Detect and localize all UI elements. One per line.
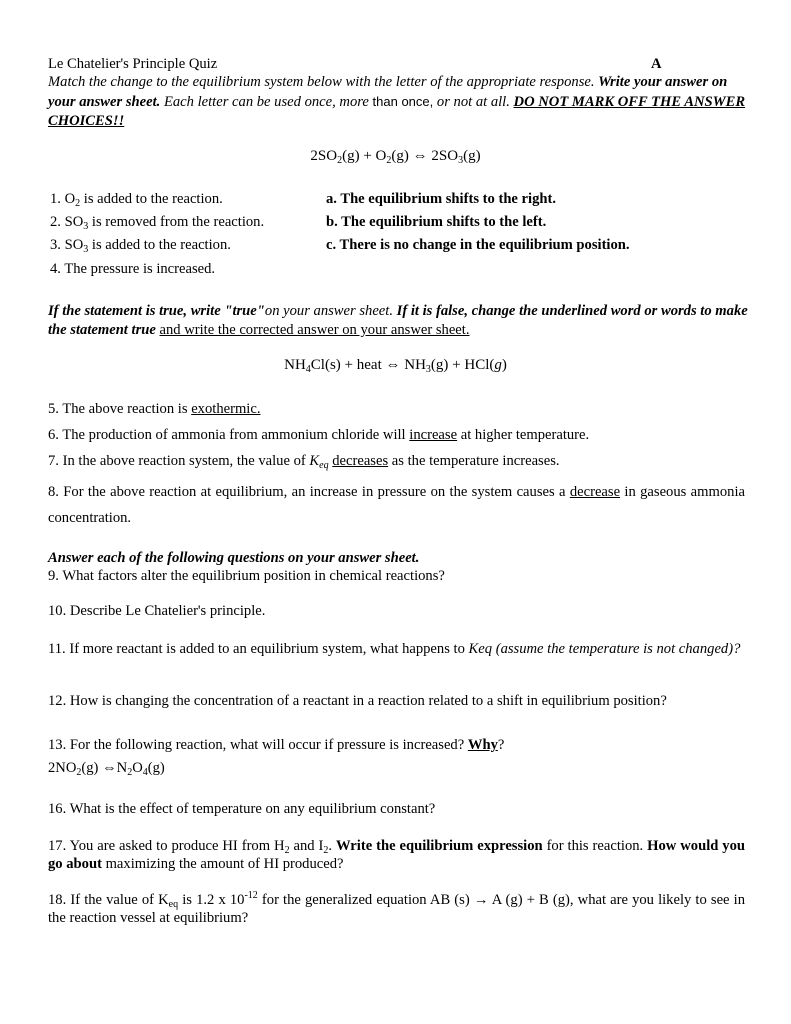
choice-a: a. The equilibrium shifts to the right. [326,191,557,207]
question-17: 17. You are asked to produce HI from $H_2$ and $I_2$. Write the equilibrium expression for this reaction. How would you go about maximizing the amount of HI produced? [48,838,746,872]
question-13: 13. For the following reaction, what will occur if pressure is increased? Why? [48,737,505,753]
instr-text: than once, [372,94,434,109]
quiz-title: Le Chatelier's Principle Quiz [48,56,218,72]
question-11: 11. If more reactant is added to an equilibrium system, what happens to Keq (assume the temperature is not changed)? [48,641,741,657]
equilibrium-arrow-icon: ⇔ [102,760,117,776]
quiz-version: A [651,56,662,72]
question-9: 9. What factors alter the equilibrium position in chemical reactions? [48,568,445,584]
question-5: 5. The above reaction is exothermic. [48,401,261,417]
question-6: 6. The production of ammonia from ammonium chloride will increase at higher temperature. [48,427,590,443]
instr-warning: DO NOT MARK OFF THE ANSWER CHOICES!! [48,94,746,129]
section2-instructions: If the statement is true, write "true"on your answer sheet. If it is false, change the underlined word or words to make the statement true and write the corrected answer on your answer sheet. [48,303,748,338]
question-12: 12. How is changing the concentration of a reactant in a reaction related to a shift in equilibrium position? [48,693,667,709]
right-arrow-icon: → [473,892,489,908]
question-7: 7. In the above reaction system, the value of $K_{eq}$ decreases as the temperature increases. [48,453,560,471]
instr-text: Each letter can be used once, more [160,94,373,110]
question-16: 16. What is the effect of temperature on any equilibrium constant? [48,801,436,817]
equation-nh4cl: $NH_4Cl(s)$ + heat ⇔ $NH_3(g) + HCl(g)$ [284,357,507,375]
question-2: 2. $SO_3$ is removed from the reaction. [50,214,265,232]
question-10: 10. Describe Le Chatelier's principle. [48,603,266,619]
equilibrium-arrow-icon: ⇔ [412,148,428,164]
instr-bold: Write your answer on your answer sheet. [48,74,728,110]
equilibrium-arrow-icon: ⇔ [385,357,401,373]
choice-c: c. There is no change in the equilibrium position. [326,237,630,253]
question-18: 18. If the value of $K_{eq}$ is 1.2 x $10^{-12}$ for the generalized equation AB (s) → A (g) + B (g), what are you likely to see in the reaction vessel at equilibrium? [48,890,745,926]
question-3: 3. $SO_3$ is added to the reaction. [50,237,231,255]
question-1: 1. $O_2$ is added to the reaction. [50,191,223,209]
instr-text: or not at all. [433,94,514,110]
question-8: 8. For the above reaction at equilibrium, an increase in pressure on the system causes a decrease in gaseous ammonia concentration. [48,484,745,526]
question-4: 4. The pressure is increased. [50,261,216,277]
choice-b: b. The equilibrium shifts to the left. [326,214,547,230]
instr-text: Match the change to the equilibrium system below with the letter of the appropriate response. [48,74,599,90]
question-13-equation: $2NO_2(g)$ $\Leftrightarrow N_2O_4(g)$ [48,760,165,778]
equation-so2: $2SO_2(g) + O_2(g)$ ⇔ $2SO_3(g)$ [310,148,481,166]
section1-instructions [48,73,748,131]
section3-instructions: Answer each of the following questions on your answer sheet. [48,550,420,566]
